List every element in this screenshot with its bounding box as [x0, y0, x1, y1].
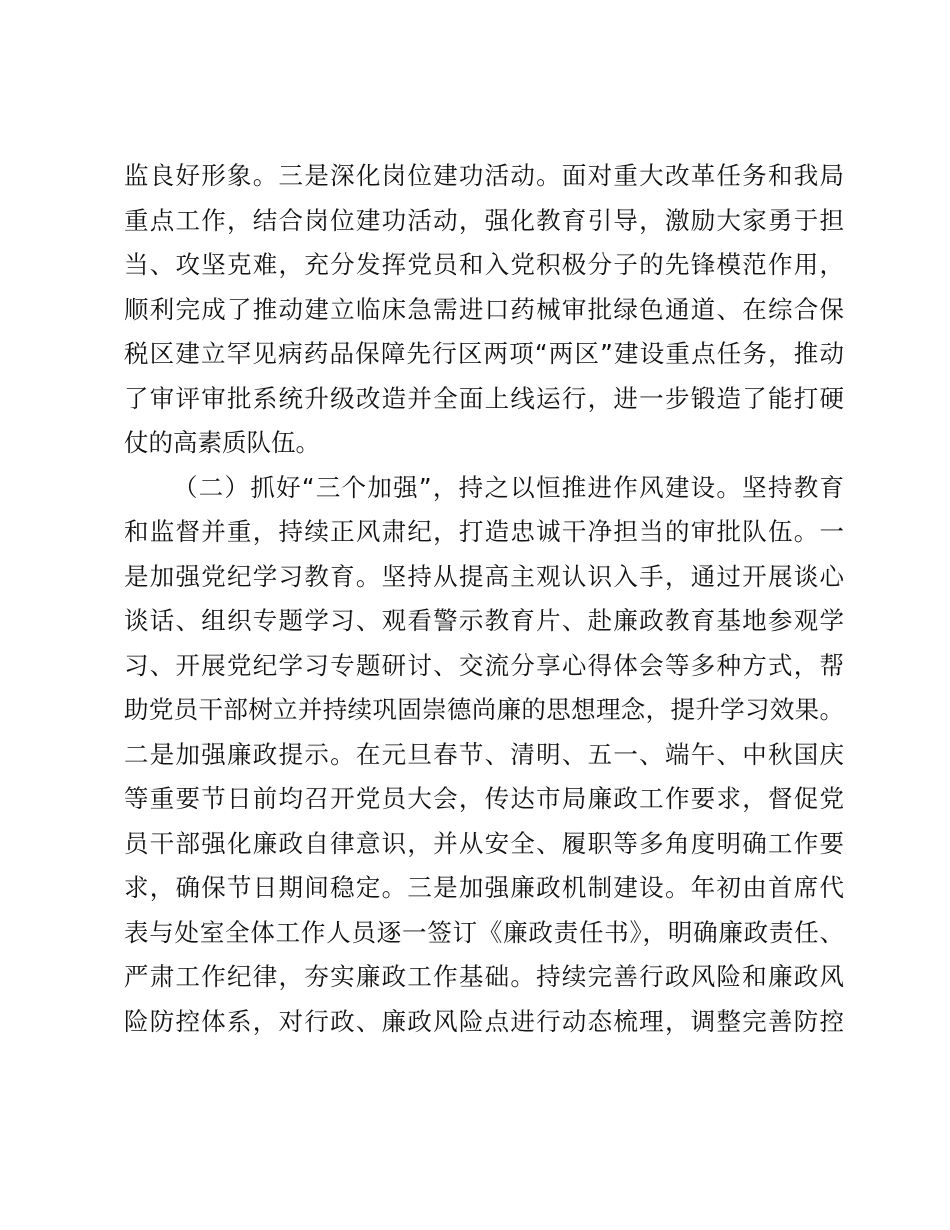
text-line: 险防控体系，对行政、廉政风险点进行动态梳理，调整完善防控	[124, 1006, 844, 1036]
text-line: 税区建立罕见病药品保障先行区两项“两区”建设重点任务，推动	[124, 339, 844, 368]
text-line: 严肃工作纪律，夯实廉政工作基础。持续完善行政风险和廉政风	[124, 962, 844, 991]
text-line: 监良好形象。三是深化岗位建功活动。面对重大改革任务和我局	[124, 161, 844, 190]
text-line: 重点工作，结合岗位建功活动，强化教育引导，激励大家勇于担	[124, 205, 844, 235]
text-line: 助党员干部树立并持续巩固崇德尚廉的思想理念，提升学习效果。	[124, 695, 844, 724]
text-line: 仗的高素质队伍。	[124, 428, 320, 457]
text-line: 当、攻坚克难，充分发挥党员和入党积极分子的先锋模范作用，	[124, 250, 844, 279]
text-line: 员干部强化廉政自律意识，并从安全、履职等多角度明确工作要	[124, 828, 844, 858]
text-line: 表与处室全体工作人员逐一签订《廉政责任书》，明确廉政责任、	[124, 917, 844, 947]
text-line: 习、开展党纪学习专题研讨、交流分享心得体会等多种方式，帮	[124, 650, 844, 680]
text-line: 和监督并重，持续正风肃纪，打造忠诚干净担当的审批队伍。一	[124, 517, 844, 546]
body-text	[124, 154, 844, 1044]
text-line: 二是加强廉政提示。在元旦春节、清明、五一、端午、中秋国庆	[124, 739, 844, 769]
section-heading-line: （二）抓好“三个加强”，持之以恒推进作风建设。坚持教育	[173, 472, 844, 502]
text-line: 是加强党纪学习教育。坚持从提高主观认识入手，通过开展谈心	[124, 561, 844, 591]
text-line: 了审评审批系统升级改造并全面上线运行，进一步锻造了能打硬	[124, 383, 844, 413]
text-line: 谈话、组织专题学习、观看警示教育片、赴廉政教育基地参观学	[124, 606, 844, 635]
text-line: 等重要节日前均召开党员大会，传达市局廉政工作要求，督促党	[124, 784, 844, 813]
text-line: 顺利完成了推动建立临床急需进口药械审批绿色通道、在综合保	[124, 294, 844, 324]
text-line: 求，确保节日期间稳定。三是加强廉政机制建设。年初由首席代	[124, 873, 844, 902]
